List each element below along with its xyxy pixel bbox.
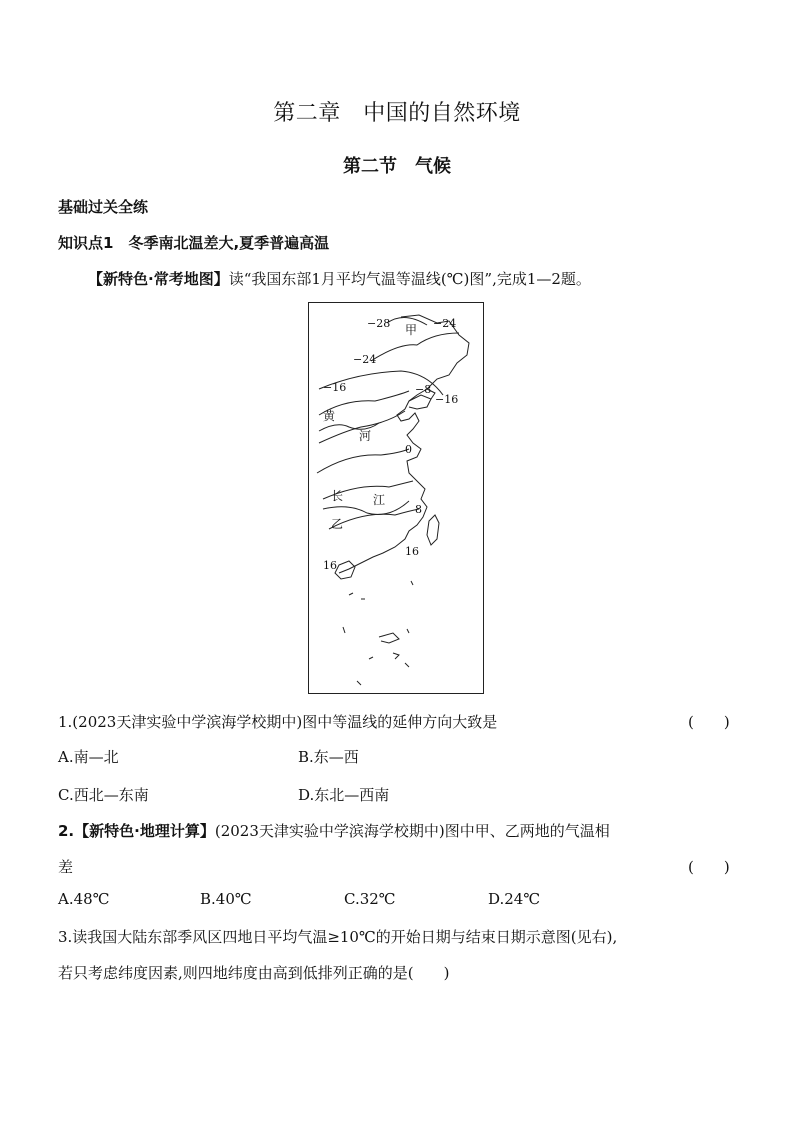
q1-option-b[interactable]: B.东—西 [298,748,359,766]
q2-option-d[interactable]: D.24℃ [488,890,541,908]
label-he: 河 [359,429,372,443]
label-chang: 长 [331,489,344,503]
q2-line1 [58,820,610,841]
q2-tag: 2.【新特色·地理计算】 [58,822,215,840]
label-jia: 甲 [405,323,418,337]
isotherm-n24a: −24 [433,317,457,330]
isotherm-n28: −28 [367,317,391,330]
section-title: 第二节 气候 [343,156,451,177]
isotherm-n24b: −24 [353,353,377,366]
q2-option-c[interactable]: C.32℃ [344,890,396,908]
isotherm-n16a: −16 [323,381,347,394]
q1-option-d[interactable]: D.东北—西南 [298,786,390,804]
q1-stem: 1.(2023天津实验中学滨海学校期中)图中等温线的延伸方向大致是 [58,713,498,731]
q2-option-a[interactable]: A.48℃ [58,890,110,908]
label-yi: 乙 [331,517,344,531]
q3-line2: 若只考虑纬度因素,则四地纬度由高到低排列正确的是( ) [58,964,450,982]
q1-answer-bracket[interactable]: ( ) [688,713,730,731]
isotherm-p8: 8 [415,503,422,516]
exercise-heading: 基础过关全练 [58,198,149,216]
intro-text: 读“我国东部1月平均气温等温线(℃)图”,完成1—2题。 [228,270,591,288]
knowledge-point: 知识点1 冬季南北温差大,夏季普遍高温 [58,234,330,252]
q3-line1: 3.读我国大陆东部季风区四地日平均气温≥10℃的开始日期与结束日期示意图(见右), [58,928,618,946]
chapter-title: 第二章 中国的自然环境 [273,101,521,126]
q2-option-b[interactable]: B.40℃ [200,890,252,908]
isotherm-n8: −8 [415,383,432,396]
q1-option-c[interactable]: C.西北—东南 [58,786,149,804]
q2-stem: (2023天津实验中学滨海学校期中)图中甲、乙两地的气温相 [214,822,610,840]
q1-option-a[interactable]: A.南—北 [58,748,119,766]
isotherm-0: 0 [405,443,412,456]
label-huang: 黄 [323,409,336,423]
label-jiang: 江 [373,493,386,507]
isotherm-p16b: 16 [323,559,337,572]
isotherm-map [308,302,484,694]
q2-answer-bracket[interactable]: ( ) [688,858,730,876]
intro-tag: 【新特色·常考地图】 [88,270,229,288]
intro-line [88,268,591,289]
isotherm-p16a: 16 [405,545,419,558]
q2-stem-cont: 差 [58,858,74,876]
isotherm-n16b: −16 [435,393,459,406]
